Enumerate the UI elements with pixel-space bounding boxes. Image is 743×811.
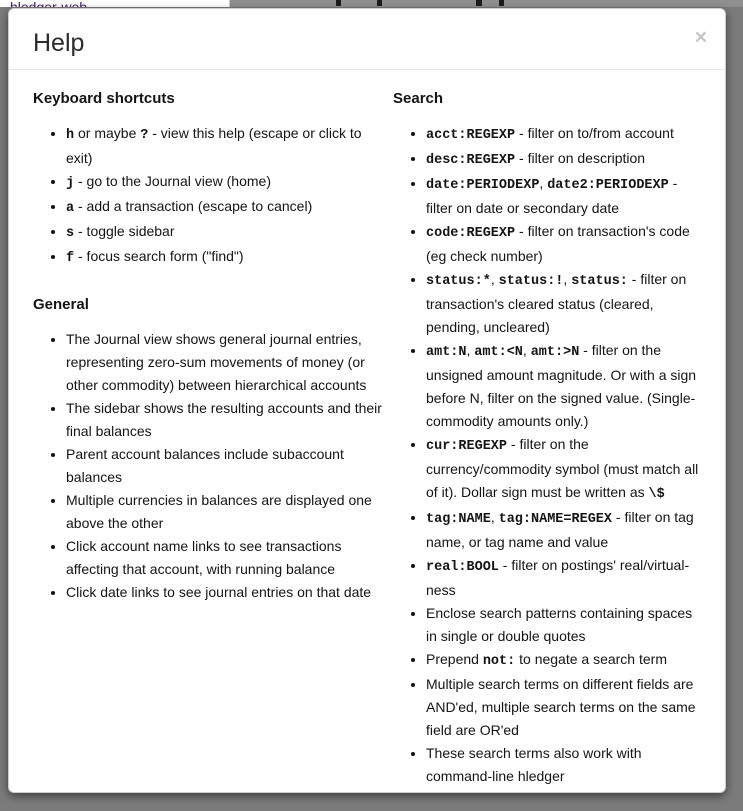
help-list-item: • status:*, status:!, status: - filter on transaction's cleared status (cleared, pending, uncleared) xyxy=(426,268,701,339)
heading-fragment xyxy=(377,0,382,6)
code-term: status: xyxy=(571,274,628,289)
help-list-item: • tag:NAME, tag:NAME=REGEX - filter on tag name, or tag name and value xyxy=(426,506,701,554)
code-term: tag:NAME xyxy=(426,512,491,527)
help-modal xyxy=(8,8,726,793)
help-list xyxy=(33,122,385,270)
help-list-item: • The sidebar shows the resulting accounts and their final balances xyxy=(66,397,385,443)
code-term: date:PERIODEXP xyxy=(426,178,540,193)
code-term: desc:REGEXP xyxy=(426,153,516,168)
code-term: s xyxy=(66,226,75,241)
help-list-item: • f - focus search form ("find") xyxy=(66,245,385,270)
help-list-item: • real:BOOL - filter on postings' real/virtual-ness xyxy=(426,554,701,602)
background-page-top-strip xyxy=(0,0,743,7)
code-term: ? xyxy=(140,128,149,143)
help-list-item: • date:PERIODEXP, date2:PERIODEXP - filter on date or secondary date xyxy=(426,172,701,220)
code-term: amt:>N xyxy=(530,345,580,360)
heading-fragment xyxy=(336,0,341,6)
help-list-item: • Prepend not: to negate a search term xyxy=(426,648,701,673)
help-list-item: • acct:REGEXP - filter on to/from account xyxy=(426,122,701,147)
close-icon[interactable]: × xyxy=(694,26,707,49)
code-term: not: xyxy=(482,654,516,669)
background-heading-fragments xyxy=(230,0,743,7)
code-term: cur:REGEXP xyxy=(426,439,508,454)
section-heading: General xyxy=(33,296,89,313)
help-list-item: • amt:N, amt:<N, amt:>N - filter on the unsigned amount magnitude. Or with a sign before N, filter on the signed value. (Single-commodity amounts only.) xyxy=(426,339,701,433)
help-list-item: • Multiple currencies in balances are displayed one above the other xyxy=(66,489,385,535)
modal-title: Help xyxy=(33,29,85,57)
help-column-left xyxy=(33,90,385,788)
code-term: h xyxy=(66,128,75,143)
help-list-item: • Enclose search patterns containing spaces in single or double quotes xyxy=(426,602,701,648)
help-list-item: • Parent account balances include subaccount balances xyxy=(66,443,385,489)
help-list-item: • Multiple search terms on different fields are AND'ed, multiple search terms on the same field are OR'ed xyxy=(426,673,701,742)
help-list-item: • These search terms also work with command-line hledger xyxy=(426,742,701,788)
help-list xyxy=(393,122,701,788)
code-term: j xyxy=(66,176,75,191)
code-term: f xyxy=(66,251,75,266)
help-list xyxy=(33,328,385,604)
code-term: \$ xyxy=(648,487,665,502)
help-list-item: • code:REGEXP - filter on transaction's code (eg check number) xyxy=(426,220,701,268)
code-term: real:BOOL xyxy=(426,560,499,575)
code-term: code:REGEXP xyxy=(426,226,516,241)
code-term: date2:PERIODEXP xyxy=(547,178,669,193)
help-list-item: • j - go to the Journal view (home) xyxy=(66,170,385,195)
code-term: status:! xyxy=(498,274,564,289)
code-term: status:* xyxy=(426,274,491,289)
help-column-right xyxy=(393,90,701,788)
help-list-item: • h or maybe ? - view this help (escape or click to exit) xyxy=(66,122,385,170)
section-heading: Search xyxy=(393,90,444,107)
heading-fragment xyxy=(499,0,504,6)
help-list-item: • cur:REGEXP - filter on the currency/commodity symbol (must match all of it). Dollar sign must be written as \$ xyxy=(426,433,701,506)
code-term: acct:REGEXP xyxy=(426,128,516,143)
code-term: amt:N xyxy=(426,345,467,360)
section-heading: Keyboard shortcuts xyxy=(33,90,175,107)
help-list-item: • a - add a transaction (escape to cancel) xyxy=(66,195,385,220)
code-term: tag:NAME=REGEX xyxy=(498,512,613,527)
help-list-item: • Click date links to see journal entries on that date xyxy=(66,581,385,604)
help-list-item: • Click account name links to see transactions affecting that account, with running balance xyxy=(66,535,385,581)
help-list-item: • The Journal view shows general journal entries, representing zero-sum movements of money (or other commodity) between hierarchical accounts xyxy=(66,328,385,397)
code-term: a xyxy=(66,201,75,216)
help-list-item: • s - toggle sidebar xyxy=(66,220,385,245)
modal-body xyxy=(9,70,725,808)
code-term: amt:<N xyxy=(474,345,523,360)
help-list-item: • desc:REGEXP - filter on description xyxy=(426,147,701,172)
heading-fragment xyxy=(476,0,482,6)
modal-header xyxy=(9,9,725,70)
